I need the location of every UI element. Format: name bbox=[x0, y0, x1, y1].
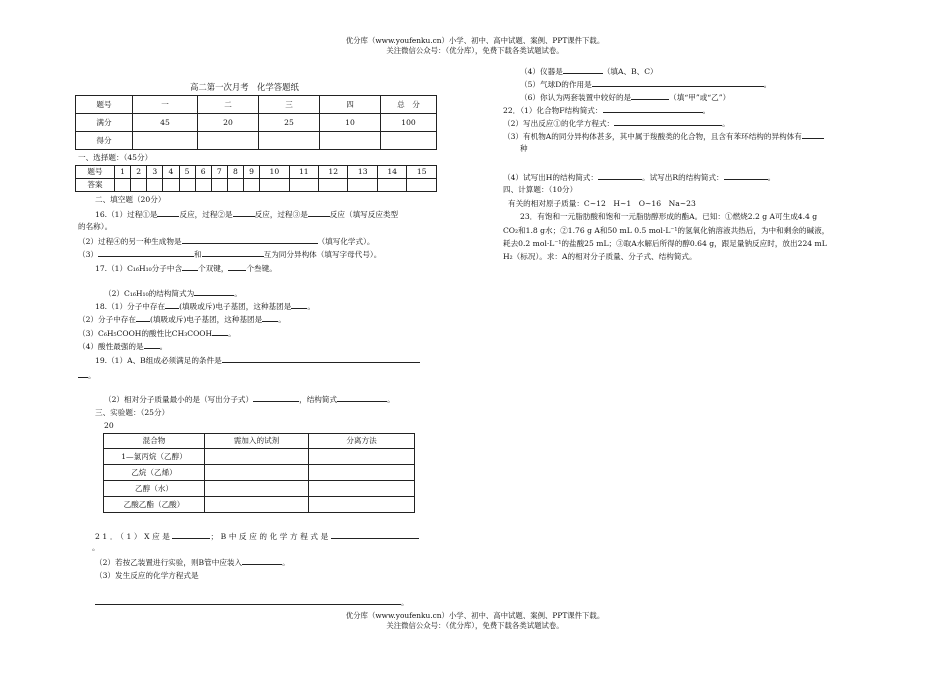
choice-number: 9 bbox=[244, 166, 260, 179]
full-label: 满分 bbox=[76, 114, 133, 132]
question-21-line-5: 。 bbox=[95, 597, 409, 607]
answer-blank[interactable] bbox=[308, 209, 330, 217]
score-header: 总 分 bbox=[381, 96, 437, 114]
score-header: 题号 bbox=[76, 96, 133, 114]
answer-blank[interactable] bbox=[222, 355, 420, 363]
question-21-line-3: （2）若按乙装置进行实验，则B管中应装入 。 bbox=[95, 558, 290, 567]
question-20-label: 20 bbox=[104, 421, 114, 430]
question-19-line-3: （2）相对分子质量最小的是（写出分子式） ，结构简式 。 bbox=[104, 395, 395, 404]
question-22-line-2: （2）写出反应①的化学方程式： 。 bbox=[503, 119, 730, 128]
answer-blank[interactable] bbox=[631, 92, 669, 100]
question-22-line-5: （4）试写出H的结构简式： 。试写出R的结构简式： 。 bbox=[503, 173, 776, 182]
answer-blank[interactable] bbox=[95, 597, 401, 605]
answer-cell[interactable] bbox=[211, 179, 227, 192]
choice-table bbox=[75, 165, 437, 192]
choice-number: 1 bbox=[115, 166, 131, 179]
atomic-masses: 有关的相对原子质量：C~12 H~1 O~16 Na~23 bbox=[508, 199, 696, 208]
answer-cell[interactable] bbox=[131, 179, 147, 192]
method-cell[interactable] bbox=[309, 481, 415, 497]
answer-cell[interactable] bbox=[244, 179, 260, 192]
full-score: 45 bbox=[133, 114, 198, 132]
got-label: 得分 bbox=[76, 132, 133, 150]
score-header: 二 bbox=[198, 96, 259, 114]
answer-blank[interactable] bbox=[212, 328, 228, 336]
answer-cell[interactable] bbox=[407, 179, 437, 192]
choice-label: 答案 bbox=[76, 179, 115, 192]
q-right-4: （4）仪器是 （填A、B、C） bbox=[520, 67, 658, 76]
exp-header: 混合物 bbox=[104, 434, 205, 449]
score-cell[interactable] bbox=[381, 132, 437, 150]
answer-blank[interactable] bbox=[242, 557, 282, 565]
exp-mixture: 1—氯丙烷（乙醇） bbox=[104, 449, 205, 465]
choice-number: 5 bbox=[179, 166, 195, 179]
answer-blank[interactable] bbox=[202, 249, 264, 257]
answer-cell[interactable] bbox=[163, 179, 179, 192]
choice-number: 14 bbox=[377, 166, 406, 179]
answer-blank[interactable] bbox=[802, 131, 824, 139]
question-21-line-4: （3）发生反应的化学方程式是 bbox=[95, 571, 199, 580]
answer-blank[interactable] bbox=[194, 288, 234, 296]
method-cell[interactable] bbox=[309, 465, 415, 481]
full-score: 20 bbox=[198, 114, 259, 132]
experiment-table bbox=[103, 433, 415, 513]
answer-blank[interactable] bbox=[262, 314, 278, 322]
answer-cell[interactable] bbox=[377, 179, 406, 192]
answer-blank[interactable] bbox=[98, 249, 194, 257]
section-1-title: 一、选择题：（45分） bbox=[78, 153, 153, 162]
answer-blank[interactable] bbox=[592, 79, 764, 87]
answer-cell[interactable] bbox=[179, 179, 195, 192]
page-title: 高二第一次月考 化学答题纸 bbox=[190, 82, 299, 92]
answer-cell[interactable] bbox=[147, 179, 163, 192]
answer-blank[interactable] bbox=[157, 209, 179, 217]
section-4-title: 四、计算题：（10分） bbox=[503, 185, 578, 194]
score-cell[interactable] bbox=[198, 132, 259, 150]
score-header: 四 bbox=[320, 96, 381, 114]
answer-cell[interactable] bbox=[289, 179, 318, 192]
answer-cell[interactable] bbox=[348, 179, 377, 192]
answer-cell[interactable] bbox=[115, 179, 131, 192]
question-22-line-1: 22．（1）化合物F结构简式： 。 bbox=[503, 106, 711, 115]
question-16-line-4: （3） 和 互为同分异构体（填写字母代号）。 bbox=[78, 250, 382, 259]
choice-number: 3 bbox=[147, 166, 163, 179]
full-score: 100 bbox=[381, 114, 437, 132]
score-cell[interactable] bbox=[133, 132, 198, 150]
answer-blank[interactable] bbox=[598, 172, 642, 180]
answer-cell[interactable] bbox=[195, 179, 211, 192]
question-16-line-2: 的名称）。 bbox=[78, 222, 113, 231]
exp-mixture: 乙醇（水） bbox=[104, 481, 205, 497]
answer-blank[interactable] bbox=[78, 370, 88, 378]
q-right-5: （5）气球D的作用是 。 bbox=[520, 80, 772, 89]
answer-cell[interactable] bbox=[227, 179, 243, 192]
header-line-1: 优分库（www.youfenku.cn）小学、初中、高中试题、案例、PPT课件下载。 bbox=[345, 36, 605, 45]
question-18-line-2: （2）分子中存在 (填吸或斥)电子基团，这种基团是 。 bbox=[78, 315, 286, 324]
answer-blank[interactable] bbox=[724, 172, 768, 180]
choice-number: 12 bbox=[319, 166, 348, 179]
exp-mixture: 乙酸乙酯（乙酸） bbox=[104, 497, 205, 513]
exp-header: 分离方法 bbox=[309, 434, 415, 449]
question-16-line-3: （2）过程④的另一种生成物是 （填写化学式）。 bbox=[78, 237, 375, 246]
question-17-line-1: 17.（1）C₁₆H₁₀分子中含 个双键， 个叁键。 bbox=[95, 264, 277, 273]
choice-label: 题号 bbox=[76, 166, 115, 179]
full-score: 25 bbox=[259, 114, 320, 132]
choice-number: 7 bbox=[211, 166, 227, 179]
choice-number: 6 bbox=[195, 166, 211, 179]
question-22-line-3: （3）有机物A的同分异构体甚多，其中属于羧酸类的化合物，且含有苯环结构的异构体有 bbox=[503, 131, 824, 141]
exp-header: 需加入的试剂 bbox=[205, 434, 309, 449]
choice-number: 8 bbox=[227, 166, 243, 179]
answer-blank[interactable] bbox=[136, 314, 150, 322]
reagent-cell[interactable] bbox=[205, 449, 309, 465]
score-table bbox=[75, 95, 437, 150]
question-21-line-2: 。 bbox=[92, 543, 100, 552]
score-cell[interactable] bbox=[320, 132, 381, 150]
answer-blank[interactable] bbox=[563, 66, 603, 74]
answer-blank[interactable] bbox=[172, 531, 210, 539]
answer-blank[interactable] bbox=[331, 531, 419, 539]
score-header: 一 bbox=[133, 96, 198, 114]
answer-blank[interactable] bbox=[253, 394, 299, 402]
choice-number: 10 bbox=[260, 166, 289, 179]
q-right-6: （6）你认为两套装置中较好的是 （填“甲”或“乙”） bbox=[520, 93, 731, 102]
answer-blank[interactable] bbox=[182, 263, 198, 271]
question-18-line-4: （4）酸性最强的是 。 bbox=[78, 342, 168, 351]
score-cell[interactable] bbox=[259, 132, 320, 150]
page-header bbox=[275, 36, 675, 56]
footer-line-2: 关注微信公众号：（优分库），免费下载各类试题试卷。 bbox=[386, 620, 564, 630]
section-3-title: 三、实验题：（25分） bbox=[95, 408, 170, 417]
answer-blank[interactable] bbox=[614, 118, 722, 126]
answer-blank[interactable] bbox=[144, 341, 160, 349]
answer-blank[interactable] bbox=[182, 236, 318, 244]
method-cell[interactable] bbox=[309, 497, 415, 513]
full-score: 10 bbox=[320, 114, 381, 132]
answer-cell[interactable] bbox=[319, 179, 348, 192]
section-2-title: 二、填空题（20分） bbox=[95, 195, 166, 204]
score-header: 三 bbox=[259, 96, 320, 114]
question-23-line-3: 耗去0.2 mol·L⁻¹的盐酸25 mL；③取A水解后所得的醇0.64 g，跟足量钠反应时，放出224 mL bbox=[503, 239, 827, 248]
answer-blank[interactable] bbox=[165, 301, 179, 309]
question-17-line-2: （2）C₁₆H₁₀的结构简式为 。 bbox=[104, 289, 242, 298]
choice-number: 15 bbox=[407, 166, 437, 179]
header-line-2: 关注微信公众号：（优分库），免费下载各类试题试卷。 bbox=[386, 45, 564, 55]
choice-number: 4 bbox=[163, 166, 179, 179]
question-16-line-1: 16.（1）过程①是 反应，过程②是 反应，过程③是 反应（填写反应类型 bbox=[95, 210, 399, 219]
reagent-cell[interactable] bbox=[205, 465, 309, 481]
question-18-line-1: 18.（1）分子中存在 (填吸或斥)电子基团，这种基团是 。 bbox=[95, 302, 315, 311]
answer-cell[interactable] bbox=[260, 179, 289, 192]
exp-mixture: 乙烷（乙烯） bbox=[104, 465, 205, 481]
reagent-cell[interactable] bbox=[205, 497, 309, 513]
answer-blank[interactable] bbox=[291, 301, 307, 309]
question-19-line-2: 。 bbox=[78, 370, 96, 380]
question-18-line-3: （3）C₆H₅COOH的酸性比CH₃COOH 。 bbox=[78, 329, 236, 338]
question-22-line-4: 种 bbox=[520, 144, 528, 153]
footer-line-1: 优分库（www.youfenku.cn）小学、初中、高中试题、案例、PPT课件下载。 bbox=[345, 611, 605, 620]
reagent-cell[interactable] bbox=[205, 481, 309, 497]
answer-blank[interactable] bbox=[603, 105, 703, 113]
page-footer bbox=[275, 611, 675, 631]
choice-number: 13 bbox=[348, 166, 377, 179]
answer-blank[interactable] bbox=[233, 209, 255, 217]
question-23-line-1: 23．有饱和一元脂肪酸和饱和一元脂肪醇形成的酯A。已知：①燃烧2.2 g A可生成4.4 g bbox=[520, 212, 818, 221]
question-21-line-1: 21．（1）X应是 ；B中反应的化学方程式是 bbox=[95, 531, 419, 541]
answer-blank[interactable] bbox=[337, 394, 387, 402]
question-19-line-1: 19.（1）A、B组成必须满足的条件是 bbox=[95, 355, 420, 365]
choice-number: 2 bbox=[131, 166, 147, 179]
method-cell[interactable] bbox=[309, 449, 415, 465]
question-23-line-4: H₂（标况）。求：A的相对分子质量、分子式、结构简式。 bbox=[503, 252, 697, 261]
answer-blank[interactable] bbox=[228, 263, 246, 271]
choice-number: 11 bbox=[289, 166, 318, 179]
question-23-line-2: CO₂和1.8 g水；②1.76 g A和50 mL 0.5 mol·L⁻¹的氢氧化钠溶液共热后，为中和剩余的碱液， bbox=[503, 226, 830, 235]
